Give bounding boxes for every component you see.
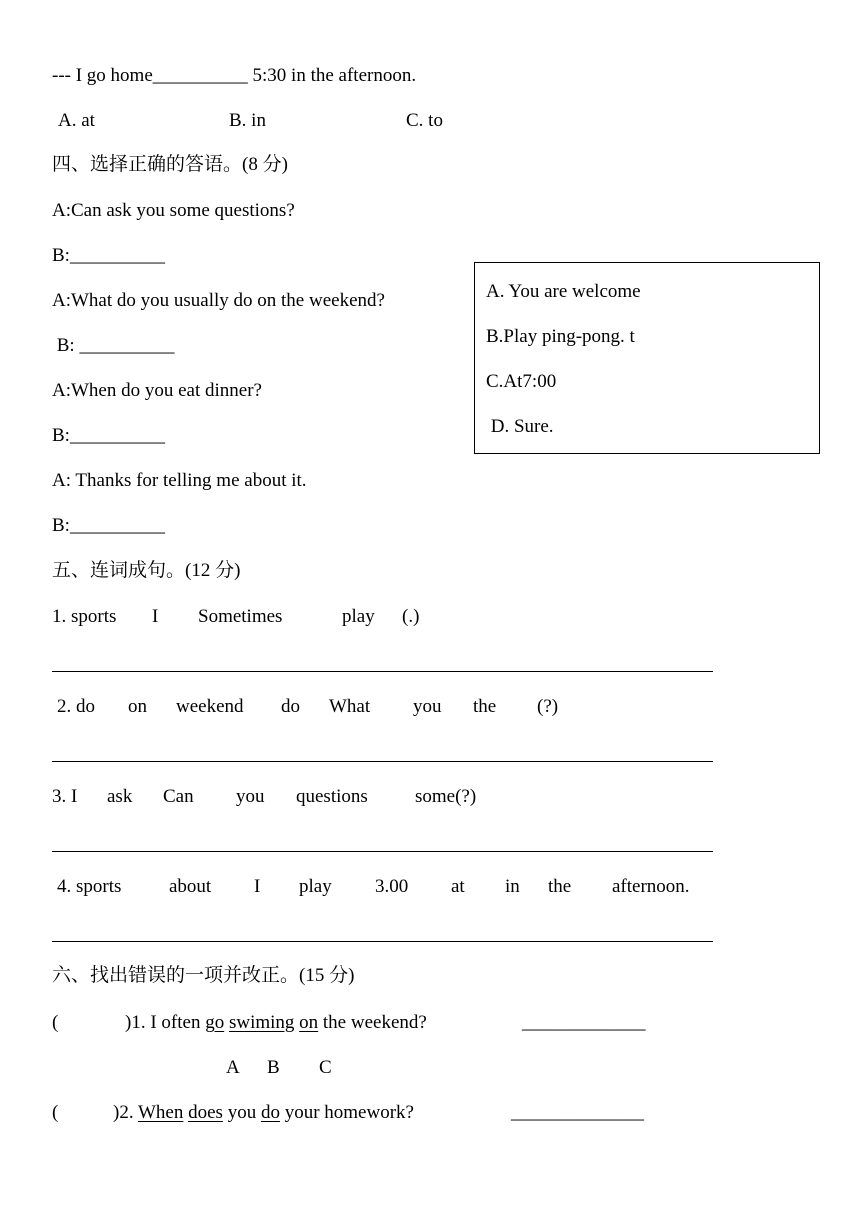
- choice-c: C.At7:00: [486, 371, 557, 392]
- word: the: [473, 696, 497, 717]
- word: play: [299, 876, 332, 897]
- answer-line[interactable]: [52, 941, 713, 942]
- word: on: [128, 696, 147, 717]
- word: 3. I: [52, 786, 78, 807]
- option-c-underlined: do: [260, 1102, 280, 1123]
- word: 2. do: [57, 696, 95, 717]
- word: I: [152, 606, 159, 627]
- word: at: [451, 876, 465, 897]
- word: (.): [402, 606, 420, 627]
- answer-choices-box: [474, 262, 820, 454]
- sentence-text: you: [222, 1102, 261, 1123]
- word: you: [236, 786, 265, 807]
- prev-option-c[interactable]: C. to: [406, 110, 443, 131]
- prev-question-stem: --- I go home__________ 5:30 in the afternoon.: [52, 65, 417, 86]
- choice-a: A. You are welcome: [486, 281, 641, 302]
- dialogue-answer-blank[interactable]: B:__________: [52, 245, 165, 266]
- error-question-2: [113, 1103, 414, 1122]
- dialogue-line: A:Can ask you some questions?: [52, 200, 295, 221]
- choice-b: B.Play ping-pong. t: [486, 326, 635, 347]
- section4-heading: 四、选择正确的答语。(8 分): [52, 154, 288, 175]
- option-a-underlined: go: [205, 1012, 225, 1033]
- sentence-text: )2.: [113, 1102, 138, 1123]
- word: Can: [163, 786, 194, 807]
- answer-paren-open: (: [52, 1012, 59, 1033]
- word: What: [329, 696, 371, 717]
- answer-line[interactable]: [52, 761, 713, 762]
- option-c-underlined: on: [299, 1012, 319, 1033]
- option-label-c: C: [319, 1057, 332, 1078]
- word: weekend: [176, 696, 244, 717]
- error-question-1: [125, 1013, 427, 1032]
- option-b-underlined: swiming: [228, 1012, 295, 1033]
- sentence-text: the weekend?: [318, 1012, 427, 1033]
- dialogue-answer-blank[interactable]: B: __________: [52, 335, 175, 356]
- word: questions: [296, 786, 368, 807]
- prev-option-b[interactable]: B. in: [229, 110, 266, 131]
- correction-blank[interactable]: ______________: [511, 1102, 644, 1123]
- answer-line[interactable]: [52, 671, 713, 672]
- answer-line[interactable]: [52, 851, 713, 852]
- section6-heading: 六、找出错误的一项并改正。(15 分): [52, 965, 355, 986]
- sentence-text: your homework?: [279, 1102, 414, 1123]
- word: do: [281, 696, 300, 717]
- word: some(?): [415, 786, 477, 807]
- word: 3.00: [375, 876, 409, 897]
- option-b-underlined: does: [188, 1102, 223, 1123]
- dialogue-answer-blank[interactable]: B:__________: [52, 425, 165, 446]
- correction-blank[interactable]: _____________: [522, 1012, 646, 1033]
- dialogue-answer-blank[interactable]: B:__________: [52, 515, 165, 536]
- option-a-underlined: When: [137, 1102, 184, 1123]
- choice-d: D. Sure.: [486, 416, 554, 437]
- word: afternoon.: [612, 876, 690, 897]
- word: about: [169, 876, 212, 897]
- word: 1. sports: [52, 606, 117, 627]
- section5-heading: 五、连词成句。(12 分): [52, 560, 241, 581]
- dialogue-line: A:What do you usually do on the weekend?: [52, 290, 385, 311]
- word: ask: [107, 786, 133, 807]
- word: the: [548, 876, 572, 897]
- prev-option-a[interactable]: A. at: [58, 110, 95, 131]
- word: in: [505, 876, 520, 897]
- answer-paren-open: (: [52, 1102, 59, 1123]
- option-label-b: B: [267, 1057, 280, 1078]
- option-label-a: A: [226, 1057, 240, 1078]
- dialogue-line: A: Thanks for telling me about it.: [52, 470, 307, 491]
- word: you: [413, 696, 442, 717]
- sentence-text: )1. I often: [125, 1012, 206, 1033]
- word: play: [342, 606, 375, 627]
- word: I: [254, 876, 261, 897]
- word: (?): [537, 696, 559, 717]
- dialogue-line: A:When do you eat dinner?: [52, 380, 262, 401]
- word: 4. sports: [57, 876, 122, 897]
- word: Sometimes: [198, 606, 283, 627]
